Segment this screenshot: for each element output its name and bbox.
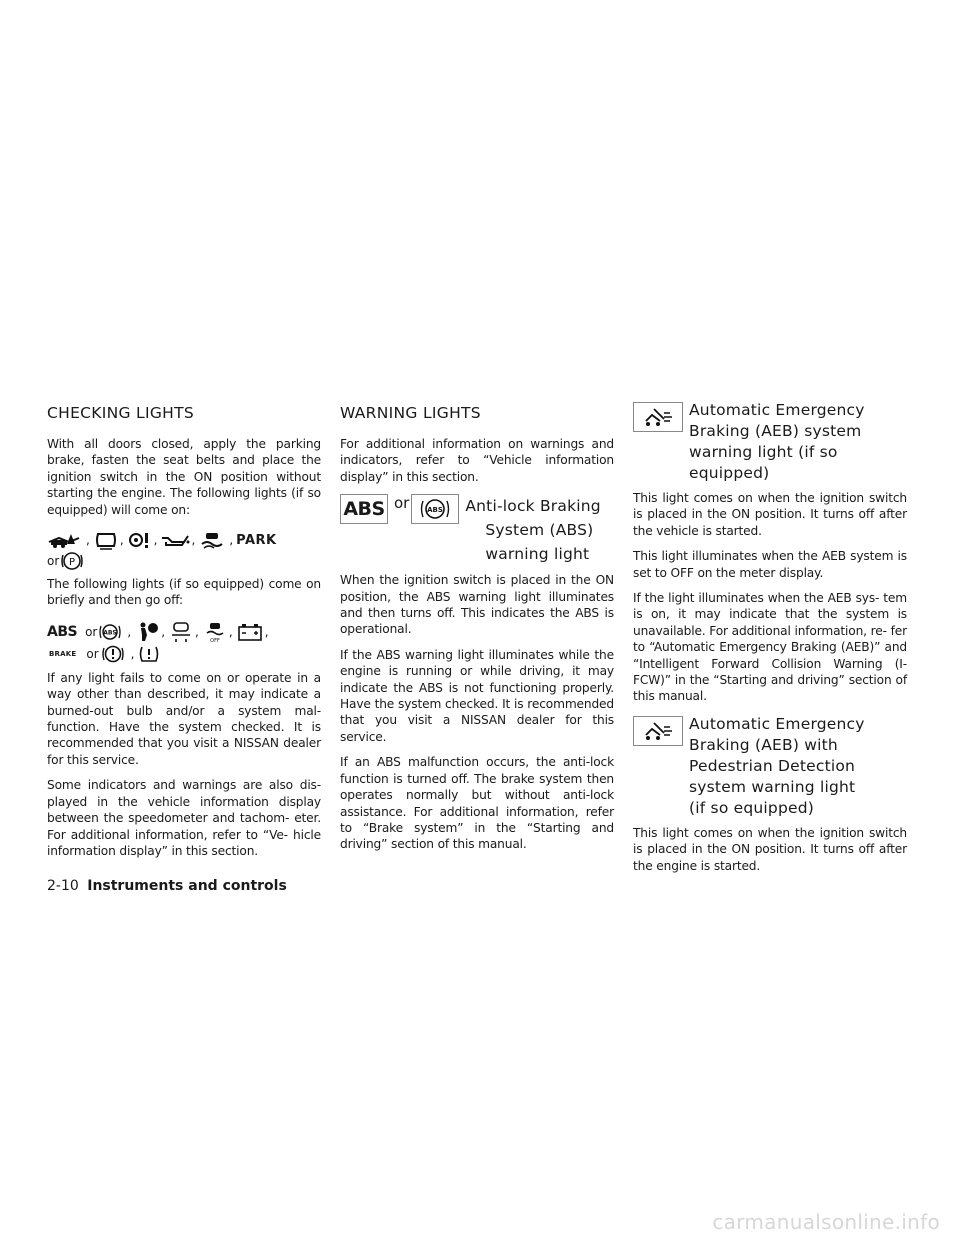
column-aeb: [633, 400, 907, 883]
separator: ,: [153, 533, 158, 548]
separator: ,: [130, 646, 135, 661]
abs-icon: [99, 622, 121, 642]
aeb-ped-on-paragraph: This light comes on when the ignition switch is placed in the ON position. It turns off after the engine is started.: [633, 825, 907, 873]
brief-lights-row: [47, 621, 321, 643]
separator: ,: [119, 533, 124, 548]
warning-lights-intro: For additional information on warnings and indicators, refer to “Vehicle information display” in this section.: [340, 437, 614, 484]
column-warning-lights: [340, 400, 614, 862]
aeb-pedestrian-title: [689, 714, 865, 819]
section-name: Instruments and controls: [87, 878, 287, 894]
page-number: 2-10: [47, 878, 79, 894]
separator: ,: [195, 624, 199, 639]
aeb-warning-heading: [633, 400, 907, 484]
aeb-icon-box: [633, 402, 683, 432]
separator: ,: [127, 624, 132, 639]
aeb-warning-icon: [47, 530, 85, 550]
brief-lights-row-2: [47, 643, 321, 665]
master-warning-icon: [127, 530, 153, 550]
aeb-pedestrian-heading: [633, 714, 907, 819]
abs-label: ABS: [47, 623, 78, 640]
brake-label: BRAKE: [49, 649, 77, 658]
svg-text:ABS: ABS: [103, 629, 118, 637]
abs-malfunction-paragraph: If an ABS malfunction occurs, the anti-lock function is turned off. The brake system then operates normally but without anti-lock assistance. For additional information, refer to “Brake system” in the “Starting and driving” section of this manual.: [340, 755, 614, 852]
light-fail-paragraph: If any light fails to come on or operate in a way other than described, it may indicate a burned-out bulb and/or a system mal- function. Have the system checked. It is recommended that you visit a NISSAN dealer for this service.: [47, 670, 321, 767]
aeb-off-paragraph: This light illuminates when the AEB system is set to OFF on the meter display.: [633, 549, 907, 580]
slip-off-icon: [202, 621, 228, 643]
parking-brake-icon: [61, 550, 83, 572]
abs-icon: [418, 496, 452, 522]
aeb-ped-title-line: (if so equipped): [689, 798, 815, 817]
brief-lights-intro: The following lights (if so equipped) come on briefly and then go off:: [47, 577, 321, 608]
svg-text:OFF: OFF: [210, 637, 220, 643]
separator: ,: [191, 533, 196, 548]
battery-icon: [236, 622, 264, 642]
separator: ,: [264, 624, 269, 639]
abs-warning-title: [465, 494, 600, 566]
airbag-icon: [134, 621, 160, 643]
aeb-ped-icon-box: [633, 716, 683, 746]
page-footer: [47, 876, 287, 896]
seat-belt-icon: [168, 621, 194, 643]
column-checking-lights: [47, 400, 321, 868]
abs-warning-heading: [340, 494, 614, 566]
separator: ,: [86, 533, 90, 548]
aeb-warning-title: [689, 400, 865, 484]
abs-title-line: Anti-lock Braking: [465, 497, 601, 516]
aeb-ped-title-line: Pedestrian Detection: [689, 756, 856, 775]
aeb-ped-title-line: Automatic Emergency: [689, 714, 865, 733]
aeb-on-paragraph: This light comes on when the ignition switch is placed in the ON position. It turns off after the vehicle is started.: [633, 491, 907, 538]
aeb-pedestrian-icon: [640, 719, 676, 743]
aeb-icon: [640, 405, 676, 429]
svg-text:ABS: ABS: [427, 506, 444, 515]
aeb-ped-title-line: system warning light: [689, 777, 856, 796]
info-display-paragraph: Some indicators and warnings are also dis- played in the vehicle information display between the speedometer and tachom- eter. For additional information, refer to “Ve- hicle information display” in this section.: [47, 778, 321, 858]
warning-lights-heading: WARNING LIGHTS: [340, 404, 481, 422]
aeb-title-line: Braking (AEB) system: [689, 422, 862, 440]
vdc-off-icon: [198, 530, 228, 550]
aeb-title-line: Automatic Emergency: [689, 401, 865, 419]
park-label: PARK: [236, 532, 277, 548]
abs-title-line: System (ABS): [485, 521, 594, 540]
abs-title-line: warning light: [485, 545, 590, 564]
checking-lights-heading: CHECKING LIGHTS: [47, 404, 195, 422]
startup-lights-row-2: [47, 550, 321, 572]
startup-lights-row: [47, 530, 321, 550]
separator: ,: [161, 624, 166, 639]
aeb-ped-title-line: Braking (AEB) with: [689, 735, 838, 754]
tire-pressure-icon: [93, 530, 119, 550]
oil-pressure-icon: [160, 530, 190, 550]
separator: ,: [228, 624, 233, 639]
aeb-title-line: warning light (if so: [689, 443, 838, 461]
abs-label-box: [340, 494, 388, 524]
abs-illuminates-paragraph: If the ABS warning light illuminates while the engine is running or while driving, it may indicate the ABS is not functioning properly. Have the system checked. It is recommended that you visit a NISSAN dealer for this service.: [340, 647, 614, 744]
abs-icon-box: [411, 494, 459, 524]
brake-warning-icon: [101, 643, 125, 665]
or-label: or: [86, 646, 99, 661]
aeb-title-line: equipped): [689, 464, 770, 482]
svg-text:P: P: [69, 557, 76, 569]
watermark: carmanualsonline.info: [712, 1210, 940, 1234]
abs-label: ABS: [343, 498, 385, 521]
checking-lights-intro: With all doors closed, apply the parking brake, fasten the seat belts and place the ignition switch in the ON position without starting the engine. The following lights (if so equipped) will come on:: [47, 437, 321, 517]
brake-system-icon: [137, 643, 161, 665]
or-label: or: [85, 624, 98, 639]
abs-on-paragraph: When the ignition switch is placed in the ON position, the ABS warning light illuminates and then turns off. This indicates the ABS is operational.: [340, 573, 614, 637]
separator: ,: [229, 533, 234, 548]
or-label: or: [47, 554, 60, 569]
or-label: or: [394, 494, 410, 513]
aeb-unavailable-paragraph: If the light illuminates when the AEB sys- tem is on, it may indicate that the system is unavailable. For additional information, re- fer to “Automatic Emergency Braking (AEB)” and “Intelligent Forward Collision Warning (I-FCW)” in the “Starting and driving” section of this manual.: [633, 591, 907, 704]
